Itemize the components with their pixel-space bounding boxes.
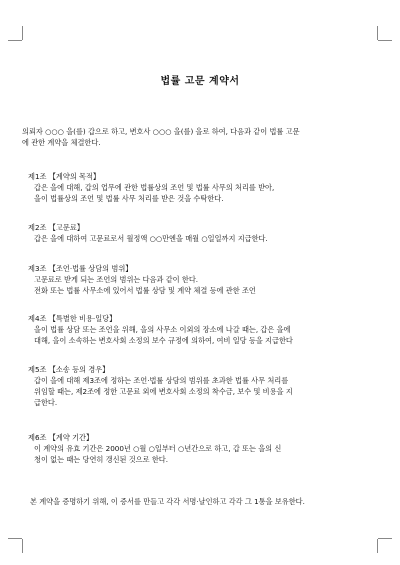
article-line: 급한다. [34,398,58,408]
crop-mark-bottom-left-h [8,538,22,539]
crop-mark-bottom-left-v [22,539,23,553]
crop-mark-bottom-right-h [378,538,392,539]
intro-line: 에 관한 계약을 체결한다. [22,138,101,148]
article-5 [28,364,378,409]
crop-mark-top-left-v [22,26,23,40]
article-line: 을이 법률상의 조언 및 법률 사무 처리를 받은 것을 수탁한다. [34,194,224,204]
intro-paragraph [22,126,378,148]
crop-mark-top-left-h [8,40,22,41]
article-3 [28,263,378,296]
article-heading: 제3조 【조언·법률 상담의 범위】 [28,264,133,273]
article-line: 을이 법률 상담 또는 조언을 위해, 을의 사무소 이외의 장소에 나갈 때는, 갑은 을에 [34,325,291,335]
article-line: 이 계약의 유효 기간은 2000년 ○월 ○일부터 ○년간으로 하고, 갑 또는 을의 신 [34,444,282,454]
crop-mark-top-right-v [377,26,378,40]
crop-mark-bottom-right-v [377,539,378,553]
article-2 [28,222,378,244]
article-line: 청이 없는 때는 당연히 갱신된 것으로 한다. [34,455,169,465]
article-heading: 제5조 【소송 등의 경우】 [28,365,110,374]
article-4 [28,313,378,346]
intro-line: 의뢰자 ○○○ 을(를) 갑으로 하고, 변호사 ○○○ 을(를) 을로 하여, 다음과 같이 법률 고문 [22,127,300,136]
article-line: 갑은 을에 대해, 갑의 업무에 관한 법률상의 조언 및 법률 사무의 처리를 받아, [34,183,275,193]
article-heading: 제1조 【계약의 목적】 [28,172,101,181]
crop-mark-top-right-h [378,40,392,41]
article-line: 갑은 을에 대하여 고문료로서 월정액 ○○만엔을 매월 ○일일까지 지급한다. [34,234,268,244]
closing-statement: 본 계약을 증명하기 위해, 이 증서를 만들고 각각 서명·날인하고 각각 그 1통을 보유한다. [30,497,305,506]
article-line: 전화 또는 법률 사무소에 있어서 법률 상담 및 계약 체결 등에 관한 조언 [34,286,256,296]
article-line: 갑이 을에 대해 제3조에 정하는 조언·법률 상담의 범위를 초과한 법률 사무 처리를 [34,376,289,386]
article-1 [28,171,378,204]
article-heading: 제6조 【계약 기간】 [28,433,94,442]
article-line: 고문료로 받게 되는 조언의 범위는 다음과 같이 한다. [34,275,199,285]
article-heading: 제2조 【고문료】 [28,223,84,232]
article-6 [28,432,378,465]
article-line: 위임할 때는, 제2조에 정한 고문료 외에 변호사회 소정의 착수금, 보수 및 비용을 지 [34,387,293,397]
article-line: 대해, 을이 소속하는 변호사회 소정의 보수 규정에 의하여, 여비 일당 등을 지급한다 [34,336,293,346]
article-heading: 제4조 【특별한 비용·일당】 [28,314,117,323]
document-title: 법률 고문 계약서 [160,76,240,87]
